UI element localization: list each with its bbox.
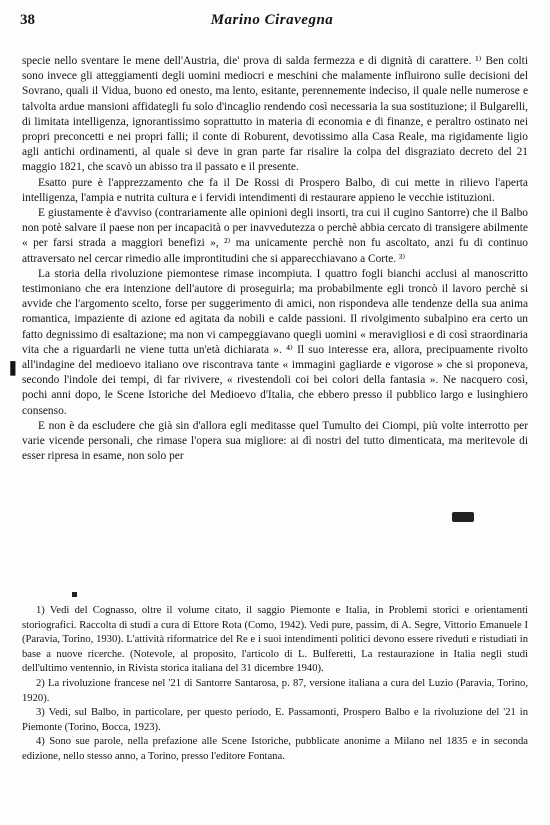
paragraph: E giustamente è d'avviso (contrariamente alle opinioni degli insorti, tra cui il cugino Santorre) che il Balbo non potè salvare il paese non per incapacità o per inavvedutezza o perchè abbia cercato di transigere abilmente « per farsi strada a maggiori benefizi », ²⁾ ma unicamente perchè non fu ascoltato, anzi fu di continuo attraversato nel cercar rimedio alle improntitudini che si apparecchiavano a Corte. ³⁾: [22, 207, 528, 265]
paragraph: specie nello sventare le mene dell'Austria, die' prova di salda fermezza e di dignità di carattere. ¹⁾ Ben colti sono invece gli atteggiamenti degli uomini mediocri e meschini che malamente influirono sulle decisioni del Sovrano, quali il Vidua, buono ed onesto, ma lento, esitante, perennemente indeciso, il quale nelle numerose e talvolta ardue mansioni affidategli fu solo d'incaglio rendendo così necessaria la sua sostituzione; il Bulgarelli, di limitata intelligenza, ignorantissimo soprattutto in materia di economia e di finanze, e peraltro ostinato nei propri preconcetti e nei propri falli; il conte di Roburent, devotissimo alla Casa Reale, ma rigidamente ligio agli antichi ordinamenti, al quale si deve in gran parte far risalire la colpa del disgraziato decreto del 21 maggio 1821, che scavò un abisso tra il passato e il presente.: [22, 55, 528, 174]
paragraph: E non è da escludere che già sin d'allora egli meditasse quel Tumulto dei Ciompi, più volte interrotto per varie vicende personali, che rimase l'opera sua migliore: ai dì nostri del tutto dimenticata, ma meritevole di esser ripresa in esame, non solo per: [22, 419, 528, 463]
paragraph: La storia della rivoluzione piemontese rimase incompiuta. I quattro fogli bianchi acclusi al manoscritto testimoniano che era intenzione dell'autore di proseguirla; ma probabilmente egli troncò il lavoro perchè si avvide che l'argomento scelto, forse per suggerimento di amici, non rispondeva alle tendenze della sua anima romantica, impaziente di azione ed agitata da nobili e calde passioni. Il rivolgimento subalpino era certo un fatto degnissimo di esaltazione; ma non vi campeggiavano quegli uomini « meravigliosi e di così straordinaria vita che a riguardarli ne viene tutta un'età dichiarata ». ⁴⁾ Il suo interesse era, allora, precipuamente rivolto all'indagine del medioevo italiano ove riscontrava tante « immagini gagliarde e vigorose » che si proponeva, secondo l'indole dei tempi, di far rivivere, « rivestendoli coi bei colori della fantasia ». Ne nacquero così, pochi anni dopo, le Scene Istoriche del Medioevo d'Italia, che ebbero presso il pubblico largo e lusinghiero consenso.: [22, 267, 528, 417]
page-header: [20, 12, 524, 36]
main-text: [22, 54, 528, 464]
footnote: 2) La rivoluzione francese nel '21 di Santorre Santarosa, p. 87, versione italiana a cura del Luzio (Paravia, Torino, 1920).: [22, 677, 528, 704]
margin-mark: ❚: [7, 361, 19, 376]
ink-blot: [452, 512, 474, 522]
footnotes: [22, 604, 528, 765]
footnote: 4) Sono sue parole, nella prefazione alle Scene Istoriche, pubblicate anonime a Milano nel 1835 e in seconda edizione, nello stesso anno, a Torino, presso l'editore Fontana.: [22, 736, 528, 762]
footnote: 1) Vedi del Cognasso, oltre il volume citato, il saggio Piemonte e Italia, in Problemi storici e orientamenti storiografici. Raccolta di studi a cura di Ettore Rota (Como, 1942). Vedi pure, passim, di A. Segre, Vittorio Emanuele I (Paravia, Torino, 1930). L'attività riformatrice del Re e i suoi intendimenti politici devono essere riveduti e ristudiati in base a nuove ricerche. (Notevole, al proposito, l'articolo di L. Bulferetti, La restaurazione in Italia negli studi dell'ultimo ventennio, in Rivista storica italiana del 31 dicembre 1940).: [22, 605, 528, 675]
page-number: 38: [20, 12, 35, 28]
paragraph: Esatto pure è l'apprezzamento che fa il De Rossi di Prospero Balbo, di cui mette in rilievo l'aperta intelligenza, l'ampia e nutrita cultura e i fervidi intendimenti di restaurare appieno le vecchie istituzioni.: [22, 176, 528, 204]
footnote: 3) Vedi, sul Balbo, in particolare, per questo periodo, E. Passamonti, Prospero Balbo e la rivoluzione del '21 in Piemonte (Torino, Bocca, 1923).: [22, 707, 528, 733]
footnote-separator: [72, 592, 77, 597]
running-title: Marino Ciravegna: [210, 12, 334, 28]
